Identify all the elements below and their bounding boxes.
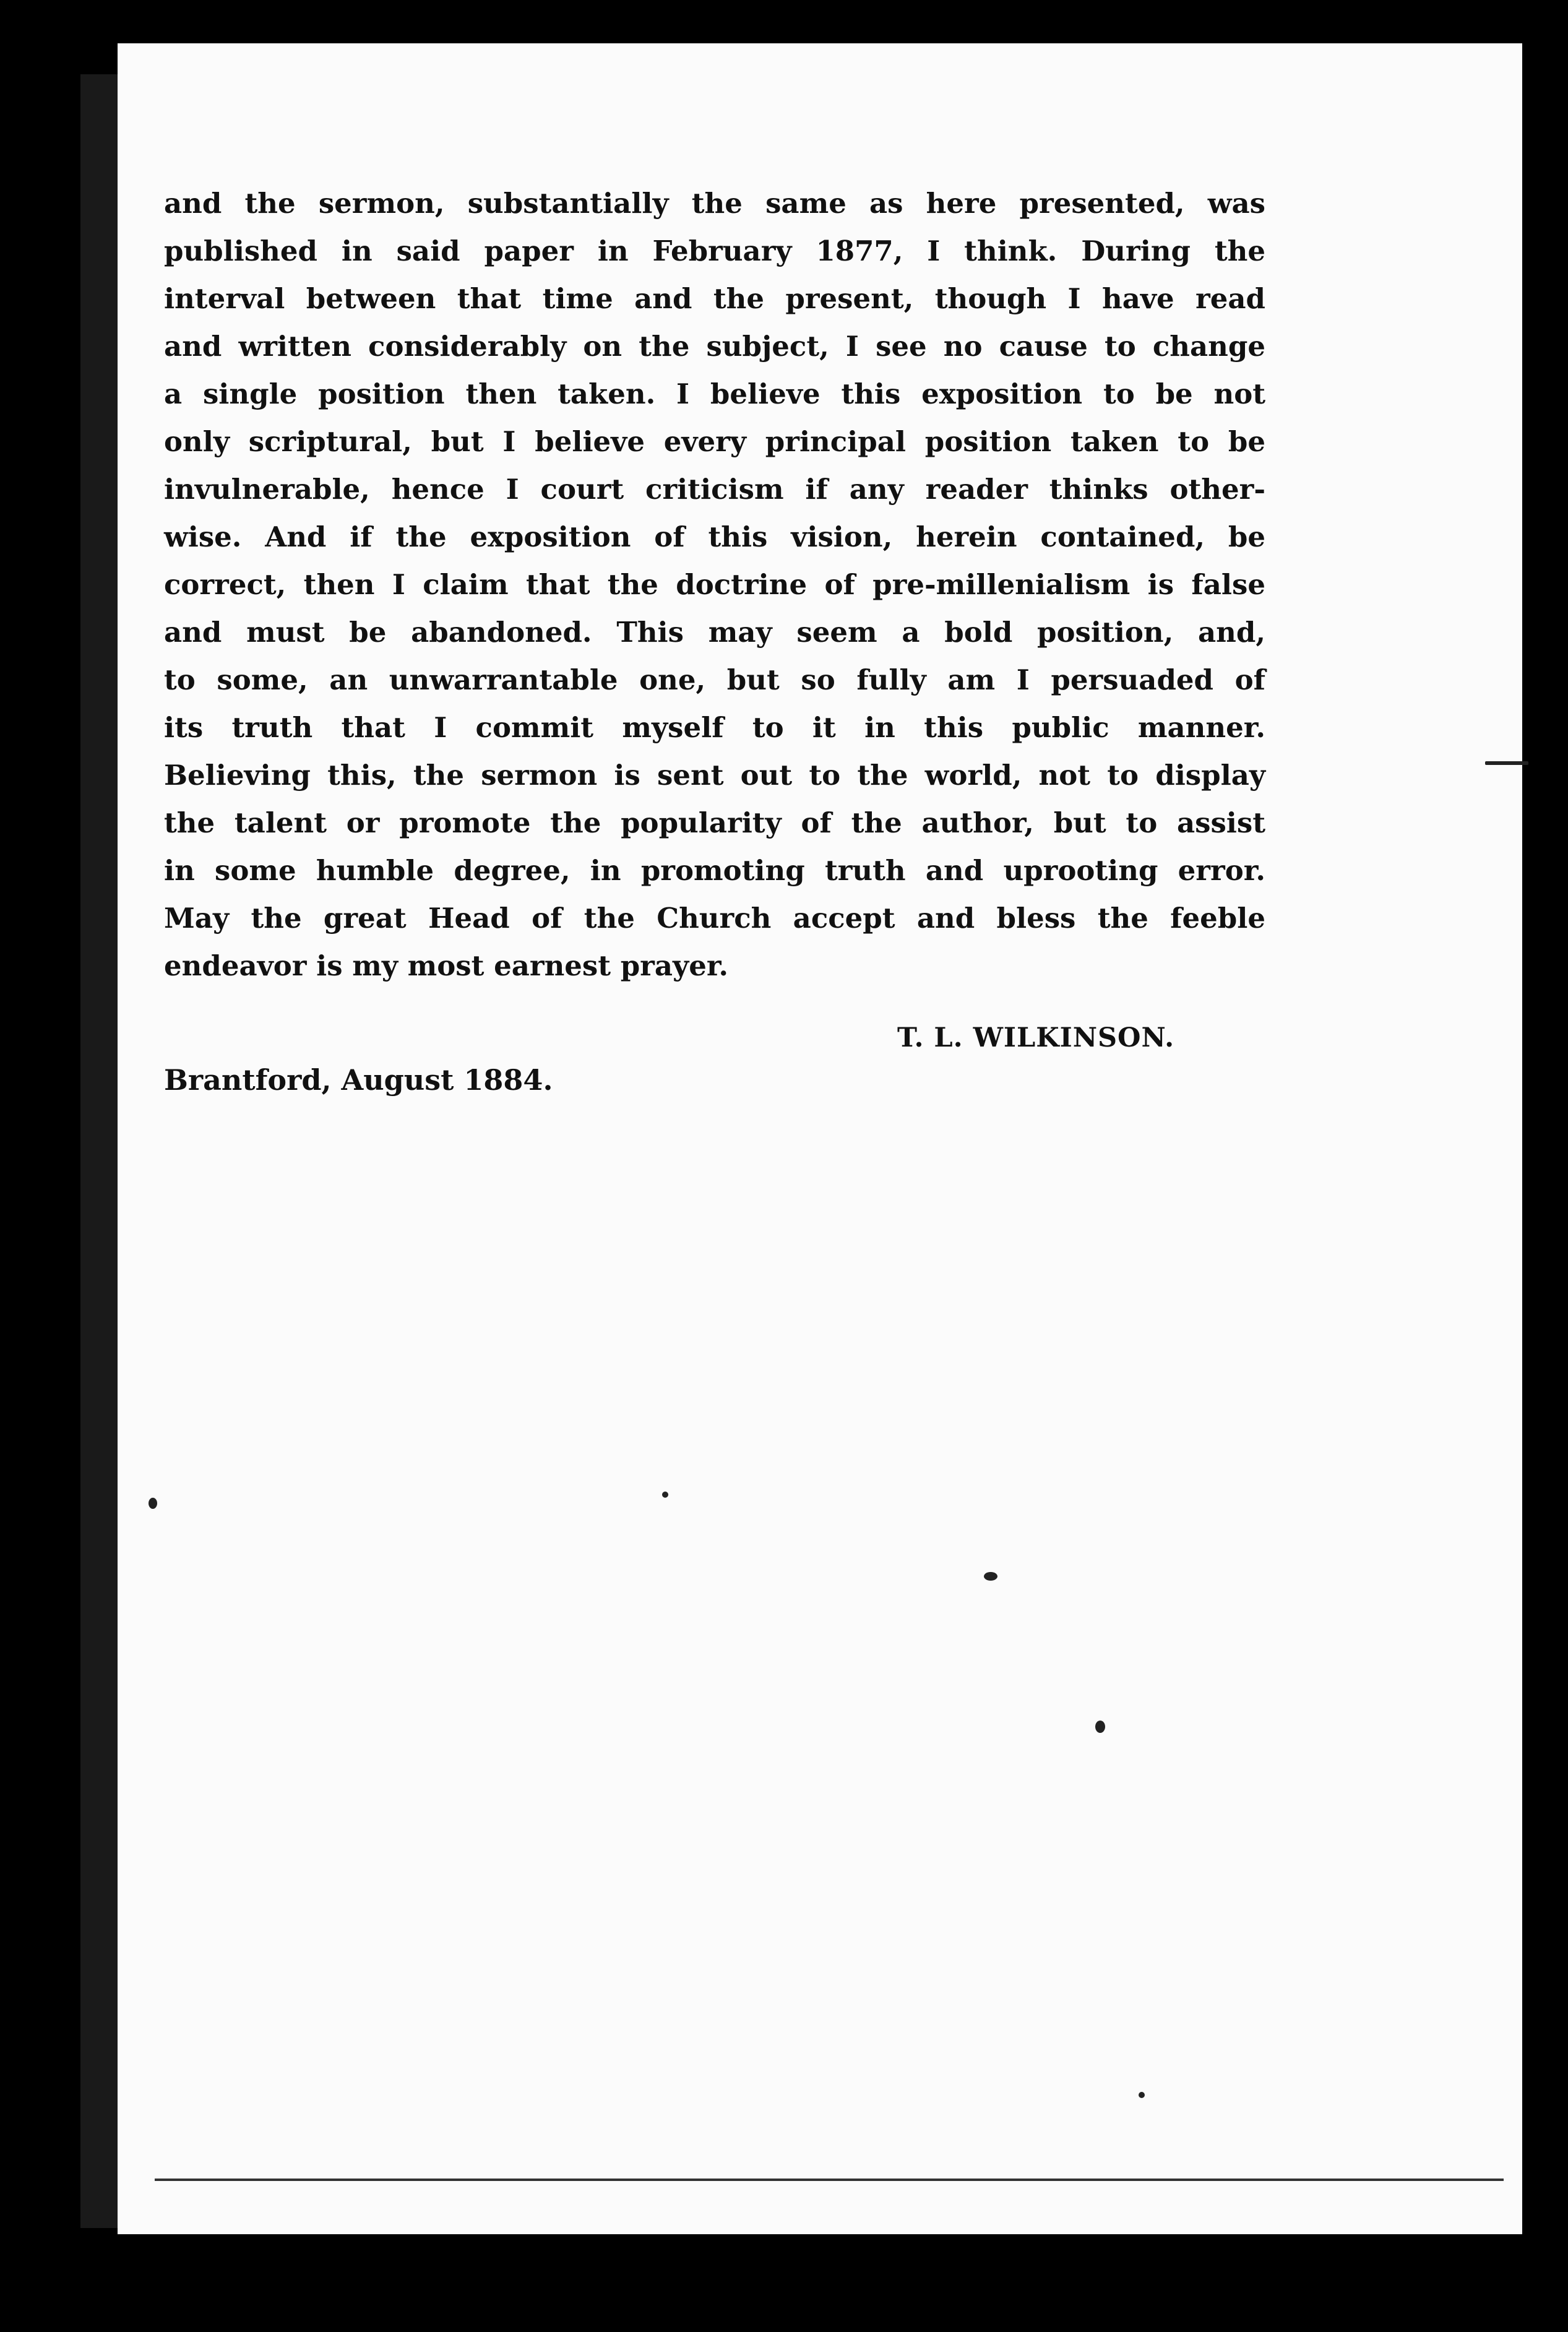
text-line: the talent or promote the popularity of the author, but to assist: [164, 806, 1265, 839]
scan-speck: [984, 1572, 997, 1581]
scan-speck: [1095, 1721, 1105, 1733]
scan-speck: [1139, 2092, 1145, 2098]
scan-speck: [1485, 761, 1528, 765]
text-line: Believing this, the sermon is sent out to the world, not to display: [164, 759, 1265, 792]
place-date: Brantford, August 1884.: [164, 1063, 553, 1097]
body-paragraph: [164, 179, 1265, 990]
bottom-rule: [155, 2179, 1504, 2181]
text-line: to some, an unwarrantable one, but so fully am I persuaded of: [164, 663, 1265, 696]
text-line: wise. And if the exposition of this vision, herein contained, be: [164, 520, 1265, 553]
text-line: only scriptural, but I believe every principal position taken to be: [164, 425, 1265, 458]
text-line: invulnerable, hence I court criticism if any reader thinks other-: [164, 473, 1265, 506]
text-line: May the great Head of the Church accept and bless the feeble: [164, 902, 1265, 935]
text-line: a single position then taken. I believe this exposition to be not: [164, 378, 1265, 410]
text-line: in some humble degree, in promoting truth and uprooting error.: [164, 854, 1265, 887]
text-line: endeavor is my most earnest prayer.: [164, 949, 729, 982]
scan-speck: [149, 1498, 157, 1509]
text-line: published in said paper in February 1877, I think. During the: [164, 235, 1265, 267]
author-signature: T. L. WILKINSON.: [897, 1022, 1175, 1053]
scan-speck: [662, 1492, 668, 1498]
text-line: correct, then I claim that the doctrine of pre-millenialism is false: [164, 568, 1265, 601]
text-line: and must be abandoned. This may seem a bold position, and,: [164, 616, 1265, 649]
text-line: interval between that time and the present, though I have read: [164, 282, 1265, 315]
text-line: and written considerably on the subject, I see no cause to change: [164, 330, 1265, 363]
text-line: and the sermon, substantially the same as here presented, was: [164, 187, 1265, 220]
text-line: its truth that I commit myself to it in this public manner.: [164, 711, 1265, 744]
